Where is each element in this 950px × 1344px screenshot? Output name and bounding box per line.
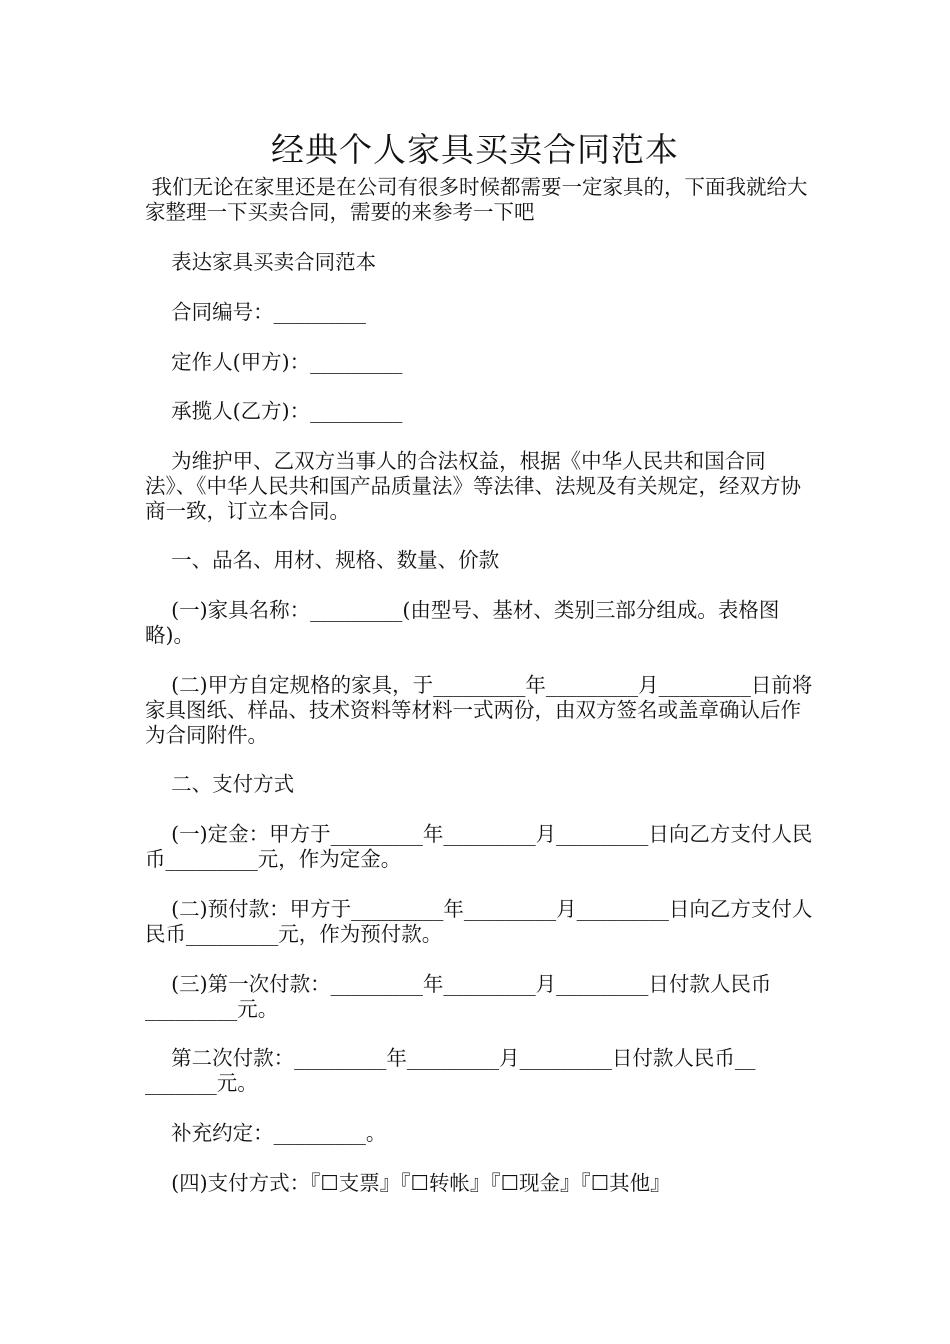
paragraph-first-payment: (三)第一次付款：_________年_________月_________日付款人民币_________元。 [145,972,772,1021]
paragraph-contract-number: 合同编号：_________ [145,300,366,324]
paragraph-party-b: 承揽人(乙方)：_________ [145,399,403,423]
paragraph-furniture-name: (一)家具名称：_________(由型号、基材、类别三部分组成。表格图略)。 [145,598,780,647]
paragraph-supplementary: 补充约定：_________。 [145,1121,387,1145]
intro-paragraph: 我们无论在家里还是在公司有很多时候都需要一定家具的，下面我就给大家整理一下买卖合同，需要的来参考一下吧 [145,175,808,224]
paragraph-custom-spec: (二)甲方自定规格的家具，于_________年_________月_________日前将家具图纸、样品、技术资料等材料一式两份，由双方签名或盖章确认后作为合同附件。 [145,673,813,747]
section-heading-2: 二、支付方式 [145,772,295,796]
paragraph-deposit: (一)定金：甲方于_________年_________月_________日向乙方支付人民币_________元，作为定金。 [145,822,813,871]
paragraph-advance-payment: (二)预付款：甲方于_________年_________月_________日向乙方支付人民币_________元，作为预付款。 [145,897,813,946]
document-title: 经典个人家具买卖合同范本 [271,130,679,169]
paragraph-party-a: 定作人(甲方)：_________ [145,350,403,374]
paragraph-heading-template: 表达家具买卖合同范本 [145,250,377,274]
paragraph-preamble: 为维护甲、乙双方当事人的合法权益，根据《中华人民共和国合同法》、《中华人民共和国产品质量法》等法律、法规及有关规定，经双方协商一致，订立本合同。 [145,449,801,523]
paragraph-second-payment: 第二次付款：_________年_________月_________日付款人民币__ _______元。 [145,1046,762,1095]
paragraph-payment-method: (四)支付方式：『☐支票』『☐转帐』『☐现金』『☐其他』 [145,1171,671,1195]
section-heading-1: 一、品名、用材、规格、数量、价款 [145,548,500,572]
